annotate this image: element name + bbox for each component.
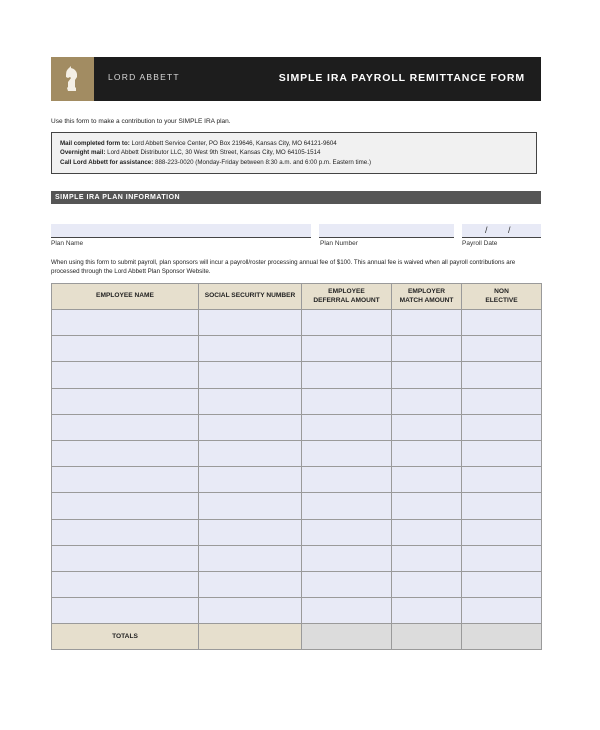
col-ssn: SOCIAL SECURITY NUMBER xyxy=(199,284,302,310)
nonelective-field[interactable] xyxy=(462,519,542,545)
plan-number-field[interactable] xyxy=(319,224,454,238)
totals-label: TOTALS xyxy=(52,624,199,650)
ssn-field[interactable] xyxy=(199,414,302,440)
deferral-amount-field[interactable] xyxy=(302,598,392,624)
col-nonelective-line1: NON xyxy=(494,288,509,295)
ssn-field[interactable] xyxy=(199,310,302,336)
deferral-amount-field[interactable] xyxy=(302,310,392,336)
table-row xyxy=(52,362,542,388)
date-separator-2: / xyxy=(508,225,511,235)
table-header-row xyxy=(52,284,542,310)
nonelective-field[interactable] xyxy=(462,414,542,440)
overnight-label: Overnight mail: xyxy=(60,149,106,157)
match-amount-field[interactable] xyxy=(392,467,462,493)
match-amount-field[interactable] xyxy=(392,571,462,597)
plan-name-field[interactable] xyxy=(51,224,311,238)
deferral-amount-field[interactable] xyxy=(302,467,392,493)
ssn-field[interactable] xyxy=(199,388,302,414)
col-deferral-line2: DEFERRAL AMOUNT xyxy=(313,296,380,304)
table-row xyxy=(52,310,542,336)
employee-name-field[interactable] xyxy=(52,414,199,440)
employee-name-field[interactable] xyxy=(52,440,199,466)
totals-ssn-cell xyxy=(199,624,302,650)
ssn-field[interactable] xyxy=(199,440,302,466)
col-match-line2: MATCH AMOUNT xyxy=(399,296,454,304)
match-amount-field[interactable] xyxy=(392,519,462,545)
payroll-date-label: Payroll Date xyxy=(462,240,498,247)
intro-text: Use this form to make a contribution to your SIMPLE IRA plan. xyxy=(51,118,231,125)
table-row xyxy=(52,571,542,597)
col-deferral xyxy=(302,284,392,310)
match-amount-field[interactable] xyxy=(392,310,462,336)
mail-line xyxy=(60,139,536,148)
employee-name-field[interactable] xyxy=(52,310,199,336)
nonelective-field[interactable] xyxy=(462,493,542,519)
col-nonelective-line2: ELECTIVE xyxy=(485,296,518,304)
match-amount-field[interactable] xyxy=(392,493,462,519)
nonelective-field[interactable] xyxy=(462,310,542,336)
ssn-field[interactable] xyxy=(199,571,302,597)
match-amount-field[interactable] xyxy=(392,598,462,624)
table-row xyxy=(52,440,542,466)
form-header xyxy=(51,57,541,101)
nonelective-field[interactable] xyxy=(462,362,542,388)
date-separator-1: / xyxy=(485,225,488,235)
match-amount-field[interactable] xyxy=(392,336,462,362)
employee-name-field[interactable] xyxy=(52,598,199,624)
table-body xyxy=(52,310,542,624)
col-employee-name: EMPLOYEE NAME xyxy=(52,284,199,310)
table-row xyxy=(52,598,542,624)
col-match xyxy=(392,284,462,310)
totals-row xyxy=(52,624,542,650)
fee-note: When using this form to submit payroll, plan sponsors will incur a payroll/roster processing annual fee of $100. This annual fee is waived when all payroll contributions are processed through the Lord Abbett Plan Sponsor Website. xyxy=(51,259,516,275)
total-nonelective-field[interactable] xyxy=(462,624,542,650)
nonelective-field[interactable] xyxy=(462,545,542,571)
employee-name-field[interactable] xyxy=(52,467,199,493)
mail-value: Lord Abbett Service Center, PO Box 219646, Kansas City, MO 64121-9604 xyxy=(131,140,337,147)
table-row xyxy=(52,493,542,519)
deferral-amount-field[interactable] xyxy=(302,571,392,597)
deferral-amount-field[interactable] xyxy=(302,336,392,362)
match-amount-field[interactable] xyxy=(392,545,462,571)
table-row xyxy=(52,388,542,414)
deferral-amount-field[interactable] xyxy=(302,493,392,519)
nonelective-field[interactable] xyxy=(462,336,542,362)
ssn-field[interactable] xyxy=(199,598,302,624)
employee-name-field[interactable] xyxy=(52,388,199,414)
table-row xyxy=(52,545,542,571)
ssn-field[interactable] xyxy=(199,493,302,519)
form-title: SIMPLE IRA PAYROLL REMITTANCE FORM xyxy=(278,72,525,84)
deferral-amount-field[interactable] xyxy=(302,362,392,388)
overnight-line xyxy=(60,148,536,157)
ssn-field[interactable] xyxy=(199,362,302,388)
nonelective-field[interactable] xyxy=(462,571,542,597)
col-deferral-line1: EMPLOYEE xyxy=(328,288,365,295)
knight-chess-icon xyxy=(63,65,81,93)
contact-box xyxy=(51,132,537,174)
deferral-amount-field[interactable] xyxy=(302,519,392,545)
table-row xyxy=(52,467,542,493)
col-nonelective xyxy=(462,284,542,310)
table-row xyxy=(52,519,542,545)
ssn-field[interactable] xyxy=(199,519,302,545)
total-match-field[interactable] xyxy=(392,624,462,650)
employee-name-field[interactable] xyxy=(52,362,199,388)
employee-name-field[interactable] xyxy=(52,545,199,571)
mail-label: Mail completed form to: xyxy=(60,140,130,147)
ssn-field[interactable] xyxy=(199,467,302,493)
table-row xyxy=(52,414,542,440)
remittance-table xyxy=(51,283,542,650)
call-line xyxy=(60,158,536,167)
table-row xyxy=(52,336,542,362)
match-amount-field[interactable] xyxy=(392,414,462,440)
payroll-date-field[interactable] xyxy=(462,224,541,238)
overnight-value: Lord Abbett Distributor LLC, 30 West 9th Street, Kansas City, MO 64105-1514 xyxy=(107,149,321,157)
nonelective-field[interactable] xyxy=(462,467,542,493)
deferral-amount-field[interactable] xyxy=(302,388,392,414)
match-amount-field[interactable] xyxy=(392,362,462,388)
deferral-amount-field[interactable] xyxy=(302,545,392,571)
employee-name-field[interactable] xyxy=(52,336,199,362)
employee-name-field[interactable] xyxy=(52,571,199,597)
total-deferral-field[interactable] xyxy=(302,624,392,650)
deferral-amount-field[interactable] xyxy=(302,440,392,466)
employee-name-field[interactable] xyxy=(52,493,199,519)
brand-name: LORD ABBETT xyxy=(108,72,180,82)
nonelective-field[interactable] xyxy=(462,388,542,414)
employee-name-field[interactable] xyxy=(52,519,199,545)
logo-block xyxy=(51,57,94,101)
nonelective-field[interactable] xyxy=(462,440,542,466)
match-amount-field[interactable] xyxy=(392,388,462,414)
col-match-line1: EMPLOYER xyxy=(407,288,445,295)
ssn-field[interactable] xyxy=(199,545,302,571)
plan-number-label: Plan Number xyxy=(320,240,358,247)
deferral-amount-field[interactable] xyxy=(302,414,392,440)
ssn-field[interactable] xyxy=(199,336,302,362)
plan-name-label: Plan Name xyxy=(51,240,84,247)
call-label: Call Lord Abbett for assistance: xyxy=(60,158,154,166)
nonelective-field[interactable] xyxy=(462,598,542,624)
call-value: 888-223-0020 (Monday-Friday between 8:30 a.m. and 6:00 p.m. Eastern time.) xyxy=(155,158,372,166)
match-amount-field[interactable] xyxy=(392,440,462,466)
section-title: SIMPLE IRA PLAN INFORMATION xyxy=(51,191,541,204)
